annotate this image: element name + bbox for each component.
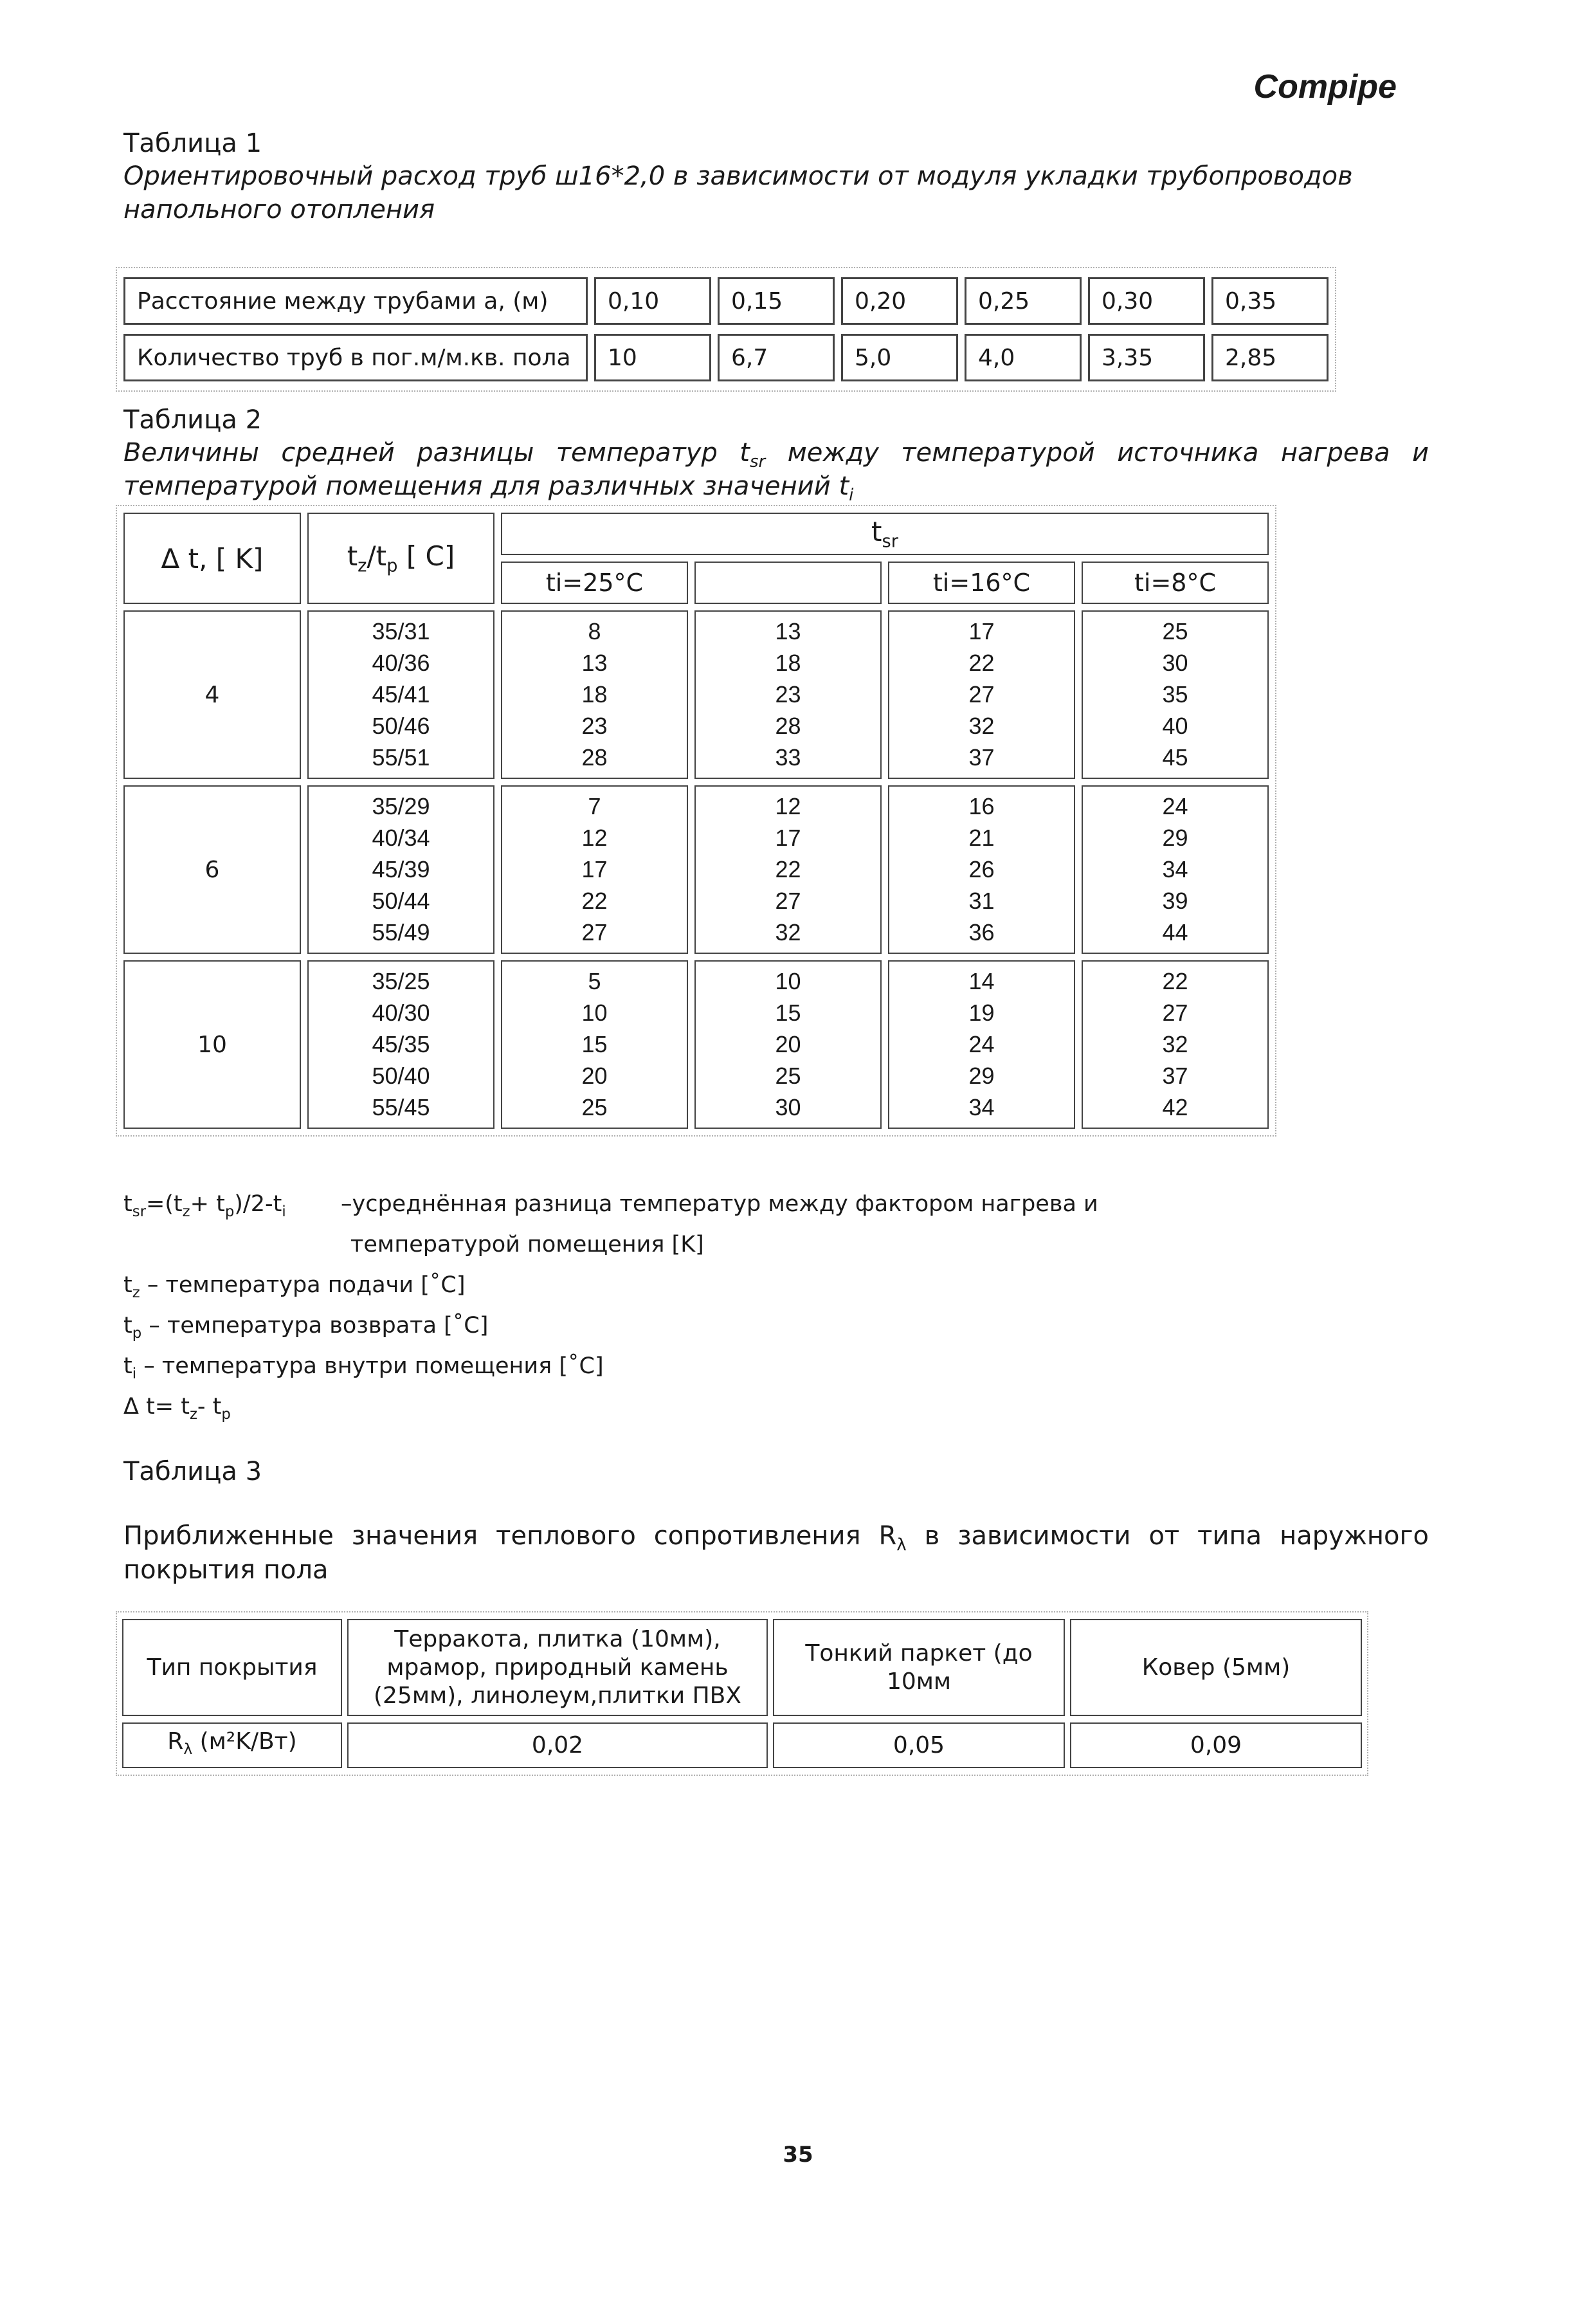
value: 34 bbox=[1162, 856, 1188, 882]
value: 26 bbox=[968, 856, 995, 882]
subscript: i bbox=[132, 1366, 137, 1382]
row-label: Расстояние между трубами а, (м) bbox=[123, 277, 588, 325]
table-cell: 0,02 bbox=[347, 1722, 768, 1768]
table-cell: 10 bbox=[594, 334, 711, 381]
table-row bbox=[123, 277, 1328, 325]
value: 18 bbox=[581, 681, 608, 708]
value: 18 bbox=[775, 650, 801, 676]
text: Δ t= t bbox=[123, 1394, 190, 1420]
table-row bbox=[122, 1722, 1362, 1768]
table-cell: 0,10 bbox=[594, 277, 711, 325]
table3-caption: Таблица 3 bbox=[123, 1457, 262, 1486]
subscript: z bbox=[182, 1203, 190, 1220]
page-number: 35 bbox=[783, 2142, 813, 2168]
subscript: p bbox=[224, 1203, 235, 1220]
row-label-r-lambda bbox=[122, 1722, 342, 1768]
group-row bbox=[123, 960, 1269, 1129]
table-cell: 4,0 bbox=[965, 334, 1082, 381]
table1-title-line2: напольного отопления bbox=[123, 195, 435, 224]
subscript: i bbox=[849, 486, 854, 505]
subscript: p bbox=[132, 1325, 142, 1342]
value: 35/31 bbox=[372, 618, 430, 644]
value: 40/34 bbox=[372, 825, 430, 851]
value: 14 bbox=[968, 968, 995, 994]
value: 32 bbox=[968, 713, 995, 739]
value: 27 bbox=[775, 888, 801, 914]
value: 29 bbox=[968, 1063, 995, 1089]
tz-tp-cell bbox=[307, 960, 494, 1129]
value: 36 bbox=[968, 919, 995, 945]
table-cell: 0,15 bbox=[718, 277, 835, 325]
text: t bbox=[123, 1313, 132, 1338]
value: 22 bbox=[1162, 968, 1188, 994]
text: - t bbox=[197, 1394, 222, 1420]
table-row bbox=[123, 334, 1328, 381]
tsr-cell bbox=[1082, 785, 1269, 954]
note-tsr-desc2: температурой помещения [K] bbox=[350, 1232, 704, 1257]
text: t bbox=[347, 540, 358, 572]
header-delta-t: Δ t, [ K] bbox=[123, 513, 301, 604]
subscript: z bbox=[358, 556, 367, 576]
table-cell: 0,09 bbox=[1070, 1722, 1362, 1768]
value: 34 bbox=[968, 1094, 995, 1120]
note-tp bbox=[123, 1313, 488, 1342]
value: 44 bbox=[1162, 919, 1188, 945]
tsr-cell bbox=[888, 960, 1075, 1129]
value: 45/41 bbox=[372, 681, 430, 708]
delta-t-cell: 4 bbox=[123, 610, 301, 779]
value: 55/51 bbox=[372, 744, 430, 771]
text: мрамор, природный камень bbox=[386, 1654, 729, 1681]
table-cell: 5,0 bbox=[841, 334, 958, 381]
text: + t bbox=[190, 1191, 225, 1217]
subheader-ti-16: ti=16°C bbox=[888, 562, 1075, 604]
value: 27 bbox=[1162, 1000, 1188, 1026]
value: 42 bbox=[1162, 1094, 1188, 1120]
text: t bbox=[123, 1191, 132, 1217]
header-carpet: Ковер (5мм) bbox=[1070, 1619, 1362, 1716]
value: 27 bbox=[581, 919, 608, 945]
value: 24 bbox=[968, 1031, 995, 1057]
text: t bbox=[871, 516, 882, 548]
tsr-cell bbox=[694, 960, 882, 1129]
text: /t bbox=[367, 540, 387, 572]
subscript: p bbox=[386, 556, 398, 576]
subscript: sr bbox=[882, 531, 898, 552]
table-cell: 3,35 bbox=[1088, 334, 1205, 381]
value: 23 bbox=[775, 681, 801, 708]
note-tz bbox=[123, 1272, 465, 1301]
table-cell: 0,20 bbox=[841, 277, 958, 325]
subscript: sr bbox=[132, 1203, 146, 1220]
value: 35/25 bbox=[372, 968, 430, 994]
value: 10 bbox=[581, 1000, 608, 1026]
text: =(t bbox=[145, 1191, 183, 1217]
value: 22 bbox=[968, 650, 995, 676]
value: 55/49 bbox=[372, 919, 430, 945]
value: 40/30 bbox=[372, 1000, 430, 1026]
value: 37 bbox=[968, 744, 995, 771]
header-tz-tp bbox=[307, 513, 494, 604]
value: 27 bbox=[968, 681, 995, 708]
pipe-consumption-table bbox=[116, 267, 1336, 392]
group-row bbox=[123, 610, 1269, 779]
text: Тонкий паркет (до bbox=[805, 1640, 1033, 1667]
text: 10мм bbox=[886, 1668, 952, 1695]
table2-caption: Таблица 2 bbox=[123, 405, 262, 435]
table-cell: 2,85 bbox=[1211, 334, 1328, 381]
value: 30 bbox=[775, 1094, 801, 1120]
text: Терракота, плитка (10мм), bbox=[394, 1625, 721, 1652]
text: )/2-t bbox=[234, 1191, 282, 1217]
value: 45 bbox=[1162, 744, 1188, 771]
temperature-difference-table bbox=[116, 505, 1276, 1137]
table-cell: 0,05 bbox=[773, 1722, 1065, 1768]
delta-t-cell: 10 bbox=[123, 960, 301, 1129]
value: 19 bbox=[968, 1000, 995, 1026]
header-row bbox=[123, 513, 1269, 555]
value: 32 bbox=[1162, 1031, 1188, 1057]
subscript: λ bbox=[183, 1740, 193, 1758]
table3-title-line1 bbox=[123, 1521, 1429, 1555]
text: в зависимости от типа наружного bbox=[906, 1521, 1429, 1551]
tsr-cell bbox=[1082, 960, 1269, 1129]
header-parquet bbox=[773, 1619, 1065, 1716]
value: 20 bbox=[581, 1063, 608, 1089]
value: 45/35 bbox=[372, 1031, 430, 1057]
text: t bbox=[123, 1353, 132, 1379]
delta-t-cell: 6 bbox=[123, 785, 301, 954]
value: 28 bbox=[775, 713, 801, 739]
text: t bbox=[123, 1272, 132, 1298]
table1-caption: Таблица 1 bbox=[123, 129, 262, 158]
subscript: i bbox=[282, 1203, 286, 1220]
text: (м²K/Вт) bbox=[192, 1728, 297, 1755]
value: 22 bbox=[581, 888, 608, 914]
value: 16 bbox=[968, 793, 995, 819]
brand-logo: Compipe bbox=[1253, 68, 1397, 105]
text: Величины средней разницы температур t bbox=[123, 438, 750, 468]
header-covering-type: Тип покрытия bbox=[122, 1619, 342, 1716]
value: 15 bbox=[581, 1031, 608, 1057]
tz-tp-cell bbox=[307, 785, 494, 954]
value: 33 bbox=[775, 744, 801, 771]
value: 39 bbox=[1162, 888, 1188, 914]
tsr-cell bbox=[694, 610, 882, 779]
header-tsr bbox=[501, 513, 1269, 555]
table-cell: 0,35 bbox=[1211, 277, 1328, 325]
tsr-cell bbox=[501, 610, 688, 779]
table-cell: 0,25 bbox=[965, 277, 1082, 325]
value: 25 bbox=[775, 1063, 801, 1089]
tsr-cell bbox=[888, 610, 1075, 779]
subheader-ti-8: ti=8°C bbox=[1082, 562, 1269, 604]
value: 21 bbox=[968, 825, 995, 851]
text: – температура подачи [˚C] bbox=[140, 1272, 466, 1298]
note-tsr-formula bbox=[123, 1191, 286, 1220]
group-row bbox=[123, 785, 1269, 954]
value: 17 bbox=[581, 856, 608, 882]
value: 25 bbox=[1162, 618, 1188, 644]
value: 32 bbox=[775, 919, 801, 945]
value: 22 bbox=[775, 856, 801, 882]
tz-tp-cell bbox=[307, 610, 494, 779]
text: Приближенные значения теплового сопротивления R bbox=[123, 1521, 897, 1551]
value: 55/45 bbox=[372, 1094, 430, 1120]
value: 50/46 bbox=[372, 713, 430, 739]
text: R bbox=[167, 1728, 184, 1755]
tsr-cell bbox=[888, 785, 1075, 954]
tsr-cell bbox=[1082, 610, 1269, 779]
value: 45/39 bbox=[372, 856, 430, 882]
subscript: λ bbox=[896, 1535, 907, 1555]
tsr-cell bbox=[501, 785, 688, 954]
table3-title-line2: покрытия пола bbox=[123, 1555, 329, 1585]
value: 10 bbox=[775, 968, 801, 994]
value: 35 bbox=[1162, 681, 1188, 708]
value: 30 bbox=[1162, 650, 1188, 676]
value: 17 bbox=[968, 618, 995, 644]
text: – температура внутри помещения [˚C] bbox=[136, 1353, 604, 1379]
value: 40 bbox=[1162, 713, 1188, 739]
text: [ C] bbox=[397, 540, 455, 572]
header-terracotta bbox=[347, 1619, 768, 1716]
value: 50/44 bbox=[372, 888, 430, 914]
value: 15 bbox=[775, 1000, 801, 1026]
value: 35/29 bbox=[372, 793, 430, 819]
subheader-empty bbox=[694, 562, 882, 604]
value: 7 bbox=[588, 793, 601, 819]
value: 20 bbox=[775, 1031, 801, 1057]
subscript: z bbox=[189, 1406, 197, 1423]
table1-title-line1: Ориентировочный расход труб ш16*2,0 в зависимости от модуля укладки трубопроводов bbox=[123, 161, 1353, 191]
value: 28 bbox=[581, 744, 608, 771]
value: 40/36 bbox=[372, 650, 430, 676]
value: 13 bbox=[775, 618, 801, 644]
note-ti bbox=[123, 1353, 604, 1382]
value: 31 bbox=[968, 888, 995, 914]
tsr-cell bbox=[501, 960, 688, 1129]
note-delta-t bbox=[123, 1394, 231, 1423]
subscript: z bbox=[132, 1284, 140, 1301]
note-tsr-desc1: –усреднённая разница температур между фактором нагрева и bbox=[341, 1191, 1098, 1217]
value: 13 bbox=[581, 650, 608, 676]
table-cell: 6,7 bbox=[718, 334, 835, 381]
value: 50/40 bbox=[372, 1063, 430, 1089]
text: между температурой источника нагрева и bbox=[765, 438, 1429, 468]
value: 25 bbox=[581, 1094, 608, 1120]
thermal-resistance-table bbox=[116, 1611, 1368, 1776]
text: (25мм), линолеум,плитки ПВХ bbox=[373, 1682, 742, 1709]
subscript: sr bbox=[749, 452, 766, 471]
value: 17 bbox=[775, 825, 801, 851]
subheader-ti-25: ti=25°C bbox=[501, 562, 688, 604]
tsr-cell bbox=[694, 785, 882, 954]
subscript: p bbox=[221, 1406, 231, 1423]
value: 24 bbox=[1162, 793, 1188, 819]
table-cell: 0,30 bbox=[1088, 277, 1205, 325]
text: – температура возврата [˚C] bbox=[141, 1313, 489, 1338]
text: температурой помещения для различных значений t bbox=[123, 471, 849, 501]
header-row bbox=[122, 1619, 1362, 1716]
row-label: Количество труб в пог.м/м.кв. пола bbox=[123, 334, 588, 381]
value: 12 bbox=[775, 793, 801, 819]
value: 8 bbox=[588, 618, 601, 644]
value: 5 bbox=[588, 968, 601, 994]
value: 12 bbox=[581, 825, 608, 851]
value: 29 bbox=[1162, 825, 1188, 851]
value: 37 bbox=[1162, 1063, 1188, 1089]
value: 23 bbox=[581, 713, 608, 739]
